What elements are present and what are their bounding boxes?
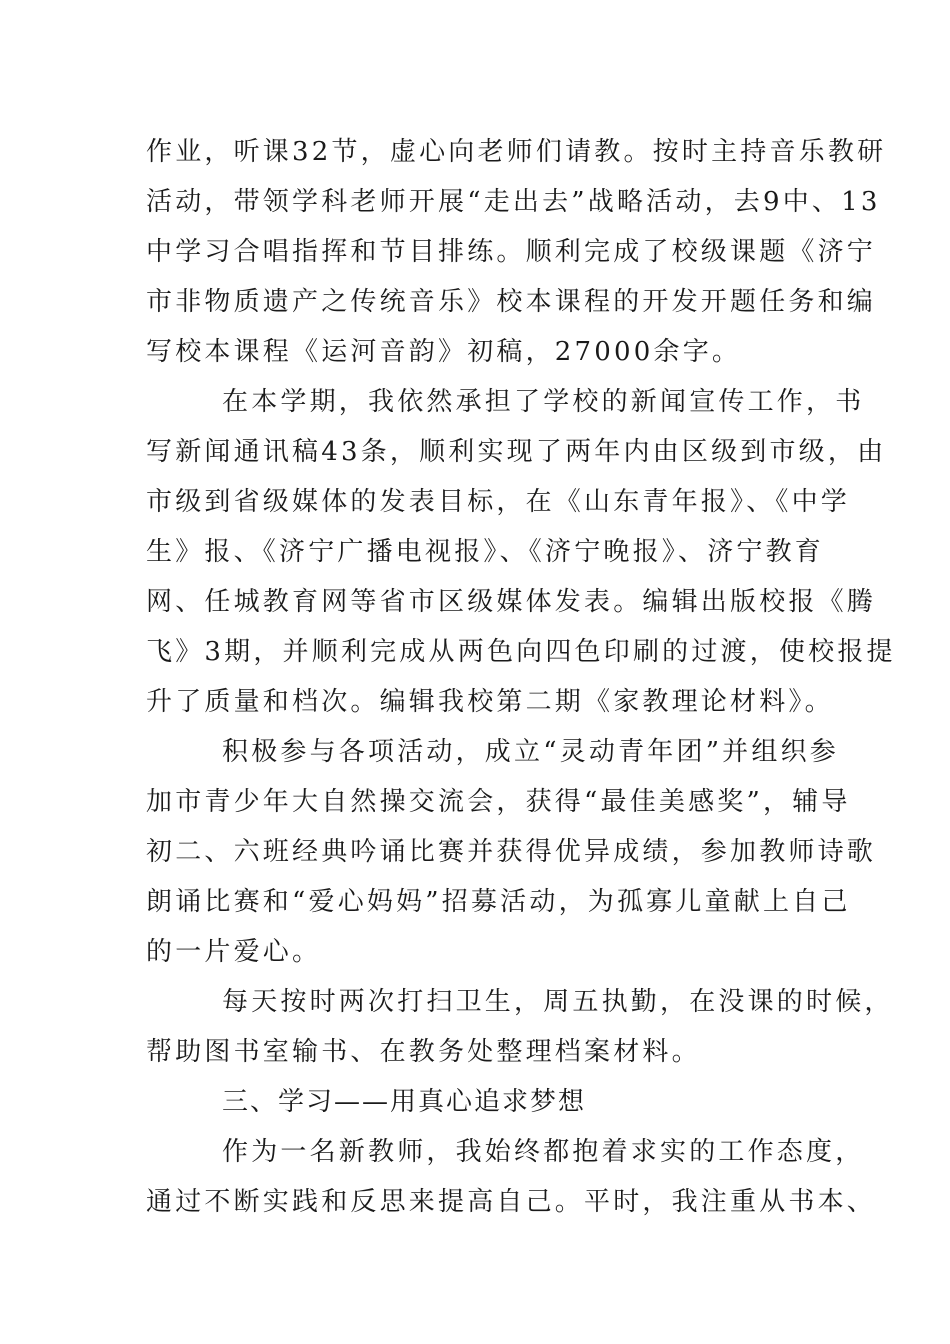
text-line: 中学习合唱指挥和节目排练。顺利完成了校级课题《济宁	[146, 237, 877, 267]
text-line: 写新闻通讯稿43条，顺利实现了两年内由区级到市级，由	[146, 437, 887, 467]
text-line: 通过不断实践和反思来提高自己。平时，我注重从书本、	[146, 1187, 877, 1217]
text-line: 加市青少年大自然操交流会，获得“最佳美感奖”，辅导	[146, 787, 851, 817]
text-line: 市级到省级媒体的发表目标，在《山东青年报》、《中学	[146, 487, 851, 517]
paragraph-start-line: 积极参与各项活动，成立“灵动青年团”并组织参	[222, 737, 839, 767]
text-line: 初二、六班经典吟诵比赛并获得优异成绩，参加教师诗歌	[146, 837, 877, 867]
text-line: 写校本课程《运河音韵》初稿，27000余字。	[146, 337, 742, 367]
text-line: 网、任城教育网等省市区级媒体发表。编辑出版校报《腾	[146, 587, 877, 617]
paragraph-start-line: 每天按时两次打扫卫生，周五执勤，在没课的时候，	[222, 987, 894, 1017]
section-heading: 三、学习——用真心追求梦想	[222, 1087, 587, 1117]
paragraph-start-line: 作为一名新教师，我始终都抱着求实的工作态度，	[222, 1137, 865, 1167]
text-line: 朗诵比赛和“爱心妈妈”招募活动，为孤寡儿童献上自己	[146, 887, 851, 917]
text-line: 市非物质遗产之传统音乐》校本课程的开发开题任务和编	[146, 287, 877, 317]
text-line: 帮助图书室输书、在教务处整理档案材料。	[146, 1037, 701, 1067]
paragraph-start-line: 在本学期，我依然承担了学校的新闻宣传工作，书	[222, 387, 865, 417]
text-line: 升了质量和档次。编辑我校第二期《家教理论材料》。	[146, 687, 834, 717]
text-line: 生》报、《济宁广播电视报》、《济宁晚报》、济宁教育	[146, 537, 825, 567]
text-line: 的一片爱心。	[146, 937, 322, 967]
text-line: 作业，听课32节，虚心向老师们请教。按时主持音乐教研	[146, 137, 887, 167]
text-line: 活动，带领学科老师开展“走出去”战略活动，去9中、13	[146, 187, 881, 217]
text-line: 飞》3期，并顺利完成从两色向四色印刷的过渡，使校报提	[146, 637, 896, 667]
